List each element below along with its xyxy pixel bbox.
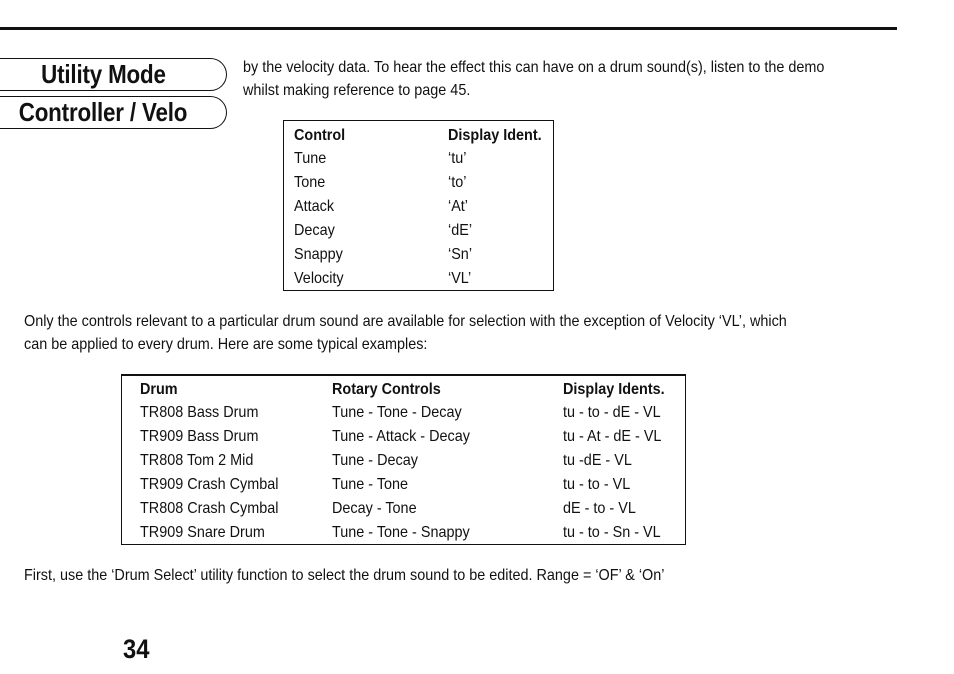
section-title: Utility Mode <box>40 59 166 89</box>
header-display-ident: Display Ident. <box>448 127 542 144</box>
display-ident: ‘VL’ <box>448 269 472 287</box>
intro-line-1: by the velocity data. To hear the effect this can have on a drum sound(s), listen to the demo <box>243 59 825 76</box>
header-rotary-controls: Rotary Controls <box>332 381 441 398</box>
middle-line-2: can be applied to every drum. Here are some typical examples: <box>24 336 428 353</box>
rotary-controls: Decay - Tone <box>332 499 417 517</box>
table-row <box>122 472 686 496</box>
table-row <box>122 496 686 520</box>
intro-paragraph <box>243 56 824 102</box>
top-rule <box>0 27 897 30</box>
table-row <box>284 195 554 219</box>
intro-line-2: whilst making reference to page 45. <box>243 82 471 99</box>
drum-examples-table <box>121 374 686 545</box>
table-row <box>284 218 554 242</box>
middle-paragraph <box>24 310 787 356</box>
table-row <box>122 401 686 425</box>
control-name: Decay <box>294 221 335 239</box>
table-row <box>122 449 686 473</box>
page-number: 34 <box>123 634 150 664</box>
rotary-controls: Tune - Tone - Decay <box>332 404 462 422</box>
drum-name: TR909 Crash Cymbal <box>140 475 279 493</box>
table-row <box>284 242 554 266</box>
table-row <box>284 266 554 290</box>
drum-name: TR909 Snare Drum <box>140 523 265 541</box>
display-ident: ‘dE’ <box>448 221 473 239</box>
header-display-idents: Display Idents. <box>563 381 665 398</box>
display-idents: tu - to - Sn - VL <box>563 523 661 541</box>
display-ident: ‘to’ <box>448 174 467 192</box>
table-row <box>284 171 554 195</box>
display-idents: tu - At - dE - VL <box>563 428 662 446</box>
drum-name: TR808 Tom 2 Mid <box>140 452 254 470</box>
table-row <box>284 147 554 171</box>
display-idents: dE - to - VL <box>563 499 636 517</box>
drum-name: TR909 Bass Drum <box>140 428 259 446</box>
header-control: Control <box>294 127 346 144</box>
control-name: Snappy <box>294 245 343 263</box>
control-name: Tune <box>294 150 327 168</box>
control-name: Attack <box>294 198 335 216</box>
middle-line-1: Only the controls relevant to a particular drum sound are available for selection with the exception of Velocity ‘VL’, which <box>24 313 787 330</box>
display-ident: ‘Sn’ <box>448 245 473 263</box>
rotary-controls: Tune - Tone <box>332 475 409 493</box>
section-tab-utility-mode <box>0 58 227 91</box>
display-idents: tu - to - dE - VL <box>563 404 661 422</box>
display-idents: tu -dE - VL <box>563 452 632 470</box>
control-name: Velocity <box>294 269 344 287</box>
control-ident-table <box>283 120 554 291</box>
final-line: First, use the ‘Drum Select’ utility function to select the drum sound to be edited. Range = ‘OF’ & ‘On’ <box>24 567 665 584</box>
rotary-controls: Tune - Tone - Snappy <box>332 523 470 541</box>
display-ident: ‘At’ <box>448 198 469 216</box>
control-name: Tone <box>294 174 326 192</box>
drum-name: TR808 Bass Drum <box>140 404 259 422</box>
table-header-row <box>284 121 554 148</box>
table-header-row <box>122 374 686 401</box>
rotary-controls: Tune - Attack - Decay <box>332 428 470 446</box>
section-tab-controller-velo <box>0 96 227 129</box>
table-row <box>122 425 686 449</box>
section-subtitle: Controller / Velo <box>18 97 188 127</box>
display-ident: ‘tu’ <box>448 150 467 168</box>
final-paragraph <box>24 564 664 587</box>
rotary-controls: Tune - Decay <box>332 452 418 470</box>
header-drum: Drum <box>140 381 178 398</box>
table-row <box>122 520 686 544</box>
drum-name: TR808 Crash Cymbal <box>140 499 279 517</box>
display-idents: tu - to - VL <box>563 475 631 493</box>
